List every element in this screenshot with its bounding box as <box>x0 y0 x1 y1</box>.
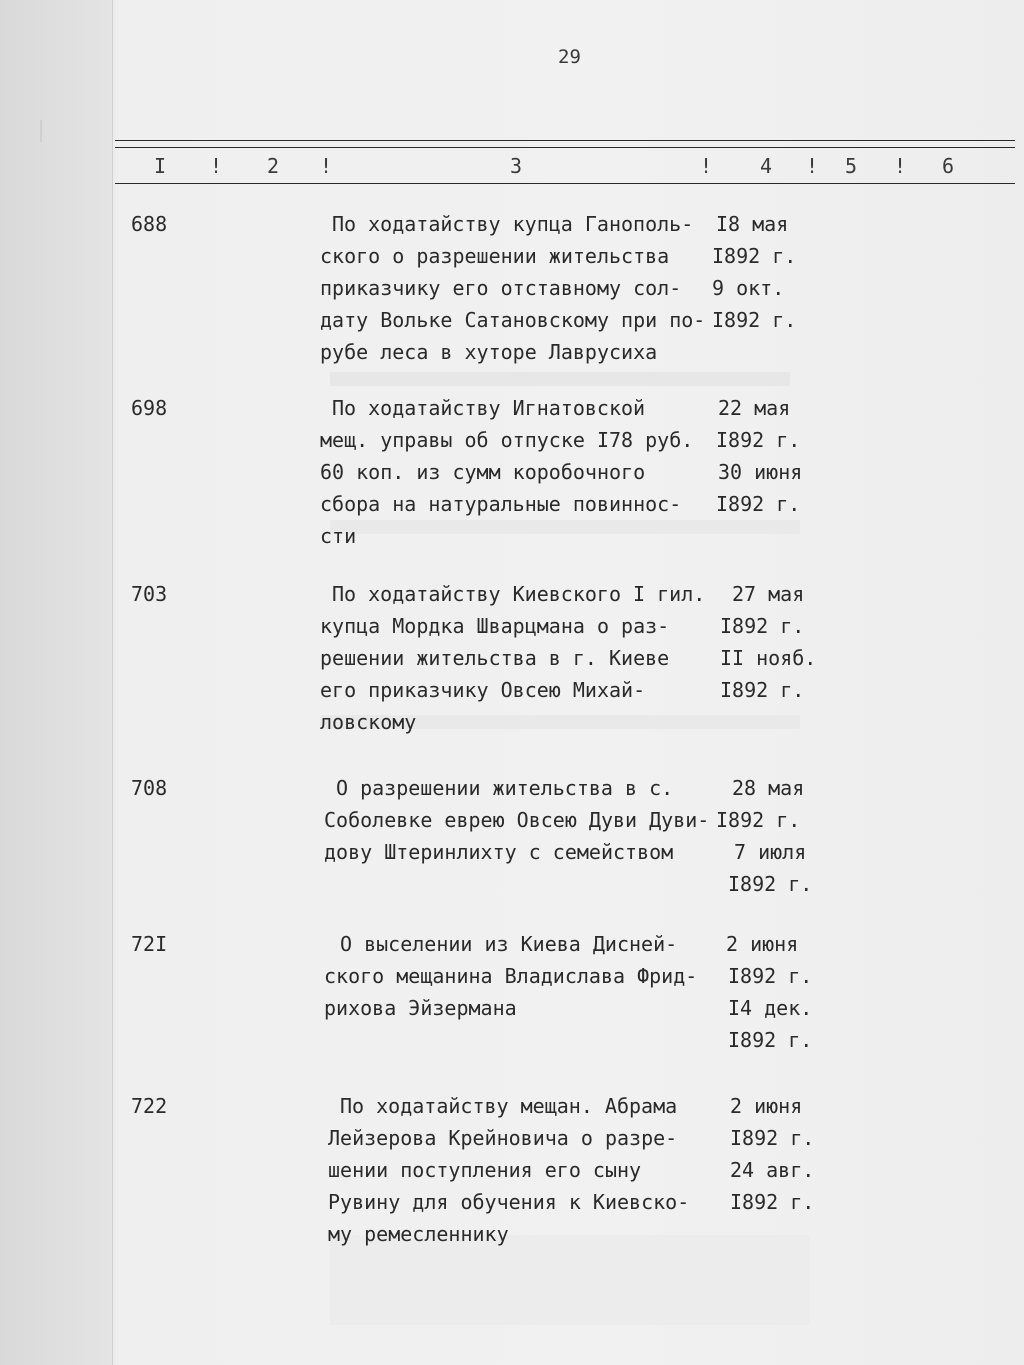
entry-date-line: I892 г. <box>728 964 813 988</box>
entry-number: 688 <box>131 212 168 236</box>
entry-date-line: 27 мая <box>732 582 805 606</box>
entry-description-line: Рувину для обучения к Киевско- <box>328 1190 690 1214</box>
entry-date-line: 2 июня <box>730 1094 803 1118</box>
entry-number: 72I <box>131 932 168 956</box>
entry-date-line: 22 мая <box>718 396 791 420</box>
header-col-5: 5 <box>845 154 858 178</box>
entry-description-line: решении жительства в г. Киеве <box>320 646 670 670</box>
table-row <box>0 932 1024 1052</box>
table-rule-top <box>115 140 1015 141</box>
entry-description-line: По ходатайству купца Ганополь- <box>332 212 694 236</box>
table-rule-header-bottom <box>115 183 1015 184</box>
table-row <box>0 776 1024 896</box>
bleed-through-mark <box>40 120 52 142</box>
entry-description-line: 60 коп. из сумм коробочного <box>320 460 646 484</box>
entry-description-line: ловскому <box>320 710 417 734</box>
header-col-2: 2 <box>267 154 280 178</box>
header-separator: ! <box>700 154 713 178</box>
entry-description-line: сти <box>320 524 357 548</box>
entry-date-line: 24 авг. <box>730 1158 815 1182</box>
entry-description-line: рихова Эйзермана <box>324 996 517 1020</box>
entry-description-line: ского мещанина Владислава Фрид- <box>324 964 698 988</box>
entry-date-line: I892 г. <box>728 872 813 896</box>
entry-date-line: I892 г. <box>716 428 801 452</box>
header-col-4: 4 <box>760 154 773 178</box>
entry-date-line: I892 г. <box>716 492 801 516</box>
entry-date-line: I892 г. <box>728 1028 813 1052</box>
entry-description-line: По ходатайству мещан. Абрама <box>340 1094 678 1118</box>
entry-description-line: дату Вольке Сатановскому при по- <box>320 308 706 332</box>
entry-date-line: I892 г. <box>720 678 805 702</box>
bleed-through-mark <box>330 1235 810 1325</box>
header-col-3: 3 <box>510 154 523 178</box>
entry-date-line: I892 г. <box>716 808 801 832</box>
entry-description-line: По ходатайству Игнатовской <box>332 396 646 420</box>
entry-date-line: 28 мая <box>732 776 805 800</box>
entry-description-line: дову Штеринлихту с семейством <box>324 840 674 864</box>
entry-date-line: I892 г. <box>730 1190 815 1214</box>
entry-date-line: II нояб. <box>720 646 817 670</box>
header-separator: ! <box>894 154 907 178</box>
table-row <box>0 1094 1024 1244</box>
entry-date-line: 2 июня <box>726 932 799 956</box>
entry-description-line: сбора на натуральные повиннос- <box>320 492 682 516</box>
entry-description-line: О разрешении жительства в с. <box>336 776 674 800</box>
entry-date-line: 7 июля <box>734 840 807 864</box>
entry-description-line: его приказчику Овсею Михай- <box>320 678 646 702</box>
table-row <box>0 212 1024 362</box>
entry-number: 708 <box>131 776 168 800</box>
entry-description-line: мещ. управы об отпуске I78 руб. <box>320 428 694 452</box>
header-separator: ! <box>320 154 333 178</box>
entry-description-line: купца Мордка Шварцмана о раз- <box>320 614 670 638</box>
entry-description-line: О выселении из Киева Дисней- <box>340 932 678 956</box>
entry-date-line: I892 г. <box>712 244 797 268</box>
page-number: 29 <box>558 46 581 68</box>
entry-description-line: Лейзерова Крейновича о разре- <box>328 1126 678 1150</box>
entry-description-line: шении поступления его сыну <box>328 1158 642 1182</box>
entry-description-line: му ремесленнику <box>328 1222 509 1246</box>
entry-description-line: Соболевке еврею Овсею Дуви Дуви- <box>324 808 710 832</box>
entry-number: 722 <box>131 1094 168 1118</box>
table-row <box>0 396 1024 546</box>
entry-description-line: ского о разрешении жительства <box>320 244 670 268</box>
entry-number: 698 <box>131 396 168 420</box>
entry-date-line: I892 г. <box>730 1126 815 1150</box>
header-col-6: 6 <box>942 154 955 178</box>
header-separator: ! <box>210 154 223 178</box>
entry-date-line: I892 г. <box>712 308 797 332</box>
table-rule-top-double <box>115 147 1015 148</box>
bleed-through-mark <box>330 372 790 386</box>
entry-date-line: I892 г. <box>720 614 805 638</box>
entry-description-line: рубе леса в хуторе Лаврусиха <box>320 340 658 364</box>
entry-date-line: 30 июня <box>718 460 803 484</box>
header-col-1: I <box>154 154 167 178</box>
entry-date-line: I4 дек. <box>728 996 813 1020</box>
entry-description-line: По ходатайству Киевского I гил. <box>332 582 706 606</box>
entry-date-line: 9 окт. <box>712 276 785 300</box>
table-header <box>0 154 1024 182</box>
header-separator: ! <box>806 154 819 178</box>
entry-description-line: приказчику его отставному сол- <box>320 276 682 300</box>
table-row <box>0 582 1024 732</box>
entry-number: 703 <box>131 582 168 606</box>
entry-date-line: I8 мая <box>716 212 789 236</box>
